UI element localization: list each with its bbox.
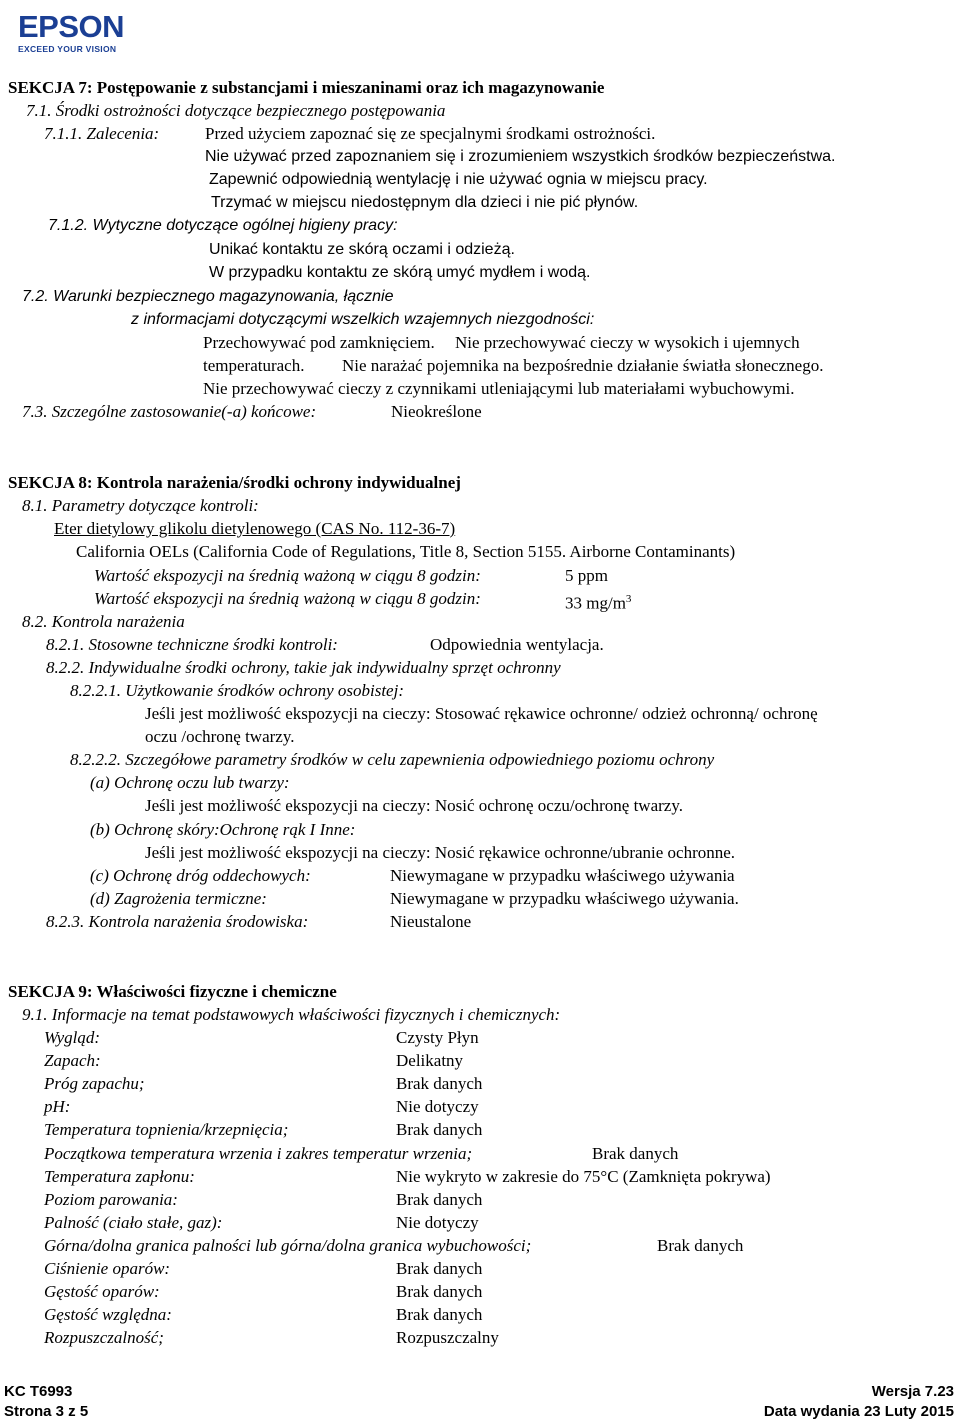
property-value: Brak danych: [396, 1190, 483, 1209]
epson-logo: [18, 9, 125, 55]
property-label: Poziom parowania:: [44, 1190, 178, 1209]
heading-respiratory-protection: (c) Ochronę dróg oddechowych:: [90, 866, 311, 885]
property-label: Rozpuszczalność;: [44, 1328, 164, 1347]
heading-8-2-2-1: 8.2.2.1. Użytkowanie środków ochrony osobistej:: [70, 681, 404, 700]
oel-reference: California OELs (California Code of Regulations, Title 8, Section 5155. Airborne Contaminants): [76, 542, 736, 561]
text-8-2-2-1-line1: Jeśli jest możliwość ekspozycji na cieczy: Stosować rękawice ochronne/ odzież ochronną/ ochronę: [145, 704, 818, 723]
property-value: Brak danych: [396, 1074, 483, 1093]
value-respiratory-protection: Niewymagane w przypadku właściwego używania: [390, 866, 735, 885]
property-label: pH:: [44, 1097, 71, 1116]
section-9-title: SEKCJA 9: Właściwości fizyczne i chemiczne: [8, 982, 337, 1001]
property-label: Gęstość względna:: [44, 1305, 172, 1324]
footer-version: Wersja 7.23: [871, 1383, 954, 1400]
exposure-limit-2-value: [565, 589, 631, 614]
heading-8-1: 8.1. Parametry dotyczące kontroli:: [22, 496, 259, 515]
value-thermal-hazards: Niewymagane w przypadku właściwego używania.: [390, 889, 739, 908]
heading-7-3: 7.3. Szczególne zastosowanie(-a) końcowe:: [22, 402, 317, 421]
logo-tagline: EXCEED YOUR VISION: [18, 44, 117, 54]
section-7-title: SEKCJA 7: Postępowanie z substancjami i mieszaninami oraz ich magazynowanie: [8, 78, 605, 97]
text-7-2-line2a: temperaturach.: [203, 356, 305, 375]
property-value: Brak danych: [396, 1120, 483, 1139]
heading-eye-protection: (a) Ochronę oczu lub twarzy:: [90, 773, 290, 792]
heading-9-1: 9.1. Informacje na temat podstawowych właściwości fizycznych i chemicznych:: [22, 1005, 561, 1024]
text-7-2-line2b: Nie narażać pojemnika na bezpośrednie działanie światła słonecznego.: [342, 356, 824, 375]
value-8-2-3: Nieustalone: [390, 912, 472, 931]
heading-7-1: 7.1. Środki ostrożności dotyczące bezpiecznego postępowania: [26, 101, 446, 120]
text-7-1-2-line2: W przypadku kontaktu ze skórą umyć mydłem i wodą.: [209, 264, 591, 281]
text-7-1-1-line1: Przed użyciem zapoznać się ze specjalnymi środkami ostrożności.: [205, 124, 656, 143]
text-skin-protection: Jeśli jest możliwość ekspozycji na cieczy: Nosić rękawice ochronne/ubranie ochronne.: [145, 843, 736, 862]
exposure-limit-2-label: Wartość ekspozycji na średnią ważoną w ciągu 8 godzin:: [94, 589, 481, 608]
property-label: Temperatura zapłonu:: [44, 1167, 195, 1186]
text-7-2-line1b: Nie przechowywać cieczy w wysokich i ujemnych: [455, 333, 800, 352]
property-value: Rozpuszczalny: [396, 1328, 499, 1347]
footer-product-code: KC T6993: [4, 1383, 73, 1400]
footer-issue-date: Data wydania 23 Luty 2015: [763, 1403, 954, 1420]
heading-skin-protection: (b) Ochronę skóry:Ochronę rąk I Inne:: [90, 820, 356, 839]
heading-8-2-1: 8.2.1. Stosowne techniczne środki kontroli:: [46, 635, 338, 654]
logo-wordmark: EPSON: [18, 9, 125, 44]
text-7-1-1-line3: Zapewnić odpowiednią wentylację i nie używać ognia w miejscu pracy.: [209, 171, 708, 188]
text-7-2-line3: Nie przechowywać cieczy z czynnikami utleniającymi lub materiałami wybuchowymi.: [203, 379, 795, 398]
property-label: Próg zapachu;: [44, 1074, 145, 1093]
property-label: Temperatura topnienia/krzepnięcia;: [44, 1120, 289, 1139]
value-7-3: Nieokreślone: [391, 402, 482, 421]
heading-8-2: 8.2. Kontrola narażenia: [22, 612, 185, 631]
text-eye-protection: Jeśli jest możliwość ekspozycji na cieczy: Nosić ochronę oczu/ochronę twarzy.: [145, 796, 683, 815]
heading-7-1-1: 7.1.1. Zalecenia:: [44, 124, 160, 143]
property-label: Gęstość oparów:: [44, 1282, 160, 1301]
property-value: Brak danych: [396, 1305, 483, 1324]
property-label: Wygląd:: [44, 1028, 101, 1047]
substance-name: Eter dietylowy glikolu dietylenowego (CAS No. 112-36-7): [54, 519, 456, 538]
footer-page-number: Strona 3 z 5: [4, 1403, 89, 1420]
value-8-2-1: Odpowiednia wentylacja.: [430, 635, 604, 654]
property-value: Brak danych: [657, 1236, 744, 1255]
exposure-limit-1-label: Wartość ekspozycji na średnią ważoną w ciągu 8 godzin:: [94, 566, 481, 585]
property-value: Brak danych: [396, 1282, 483, 1301]
text-7-1-1-line2: Nie używać przed zapoznaniem się i zrozumieniem wszystkich środków bezpieczeństwa.: [205, 148, 836, 165]
text-7-2-line1a: Przechowywać pod zamknięciem.: [203, 333, 435, 352]
property-label: Zapach:: [44, 1051, 101, 1070]
heading-8-2-3: 8.2.3. Kontrola narażenia środowiska:: [46, 912, 309, 931]
exposure-limit-1-value: 5 ppm: [565, 566, 608, 585]
heading-7-2-line2: z informacjami dotyczącymi wszelkich wzajemnych niezgodności:: [131, 311, 595, 328]
exposure-limit-2-superscript: 3: [625, 593, 632, 605]
heading-thermal-hazards: (d) Zagrożenia termiczne:: [90, 889, 267, 908]
text-7-1-1-line4: Trzymać w miejscu niedostępnym dla dzieci i nie pić płynów.: [211, 194, 639, 211]
property-value: Nie dotyczy: [396, 1213, 479, 1232]
heading-7-2-line1: 7.2. Warunki bezpiecznego magazynowania, łącznie: [22, 288, 394, 305]
heading-8-2-2-2: 8.2.2.2. Szczegółowe parametry środków w celu zapewnienia odpowiedniego poziomu ochrony: [70, 750, 715, 769]
heading-7-1-2: 7.1.2. Wytyczne dotyczące ogólnej higieny pracy:: [48, 217, 398, 234]
property-value: Delikatny: [396, 1051, 464, 1070]
property-label: Ciśnienie oparów:: [44, 1259, 171, 1278]
property-value: Brak danych: [592, 1144, 679, 1163]
property-label: Palność (ciało stałe, gaz):: [44, 1213, 223, 1232]
property-value: Brak danych: [396, 1259, 483, 1278]
exposure-limit-2-number: 33 mg/m: [565, 593, 626, 613]
property-value: Nie wykryto w zakresie do 75°C (Zamknięta pokrywa): [396, 1167, 771, 1186]
heading-8-2-2: 8.2.2. Indywidualne środki ochrony, takie jak indywidualny sprzęt ochronny: [46, 658, 561, 677]
section-8-title: SEKCJA 8: Kontrola narażenia/środki ochrony indywidualnej: [8, 473, 461, 492]
text-7-1-2-line1: Unikać kontaktu ze skórą oczami i odzieżą.: [209, 241, 515, 258]
text-8-2-2-1-line2: oczu /ochronę twarzy.: [145, 727, 295, 746]
property-value: Nie dotyczy: [396, 1097, 479, 1116]
property-value: Czysty Płyn: [396, 1028, 479, 1047]
property-label: Górna/dolna granica palności lub górna/dolna granica wybuchowości;: [44, 1236, 532, 1255]
property-label: Początkowa temperatura wrzenia i zakres temperatur wrzenia;: [44, 1144, 473, 1163]
